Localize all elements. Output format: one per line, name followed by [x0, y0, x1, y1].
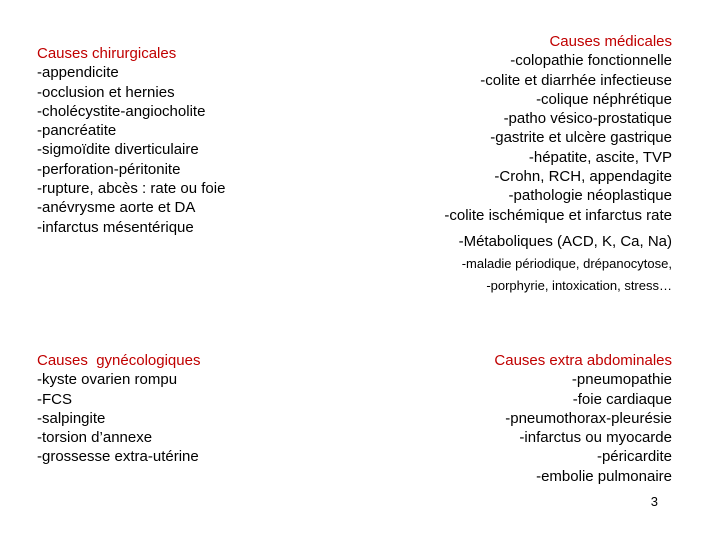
gynecological-causes-section	[37, 351, 200, 467]
gynecological-cause-item: -kyste ovarien rompu	[37, 371, 178, 389]
medical-causes-title: Causes médicales	[549, 33, 672, 50]
metabolic-causes-section	[459, 231, 672, 297]
gynecological-cause-item: -grossesse extra-utérine	[37, 448, 199, 466]
medical-cause-item: -colique néphrétique	[536, 90, 672, 108]
medical-cause-item: -colite ischémique et infarctus rate	[444, 206, 672, 224]
extra-abdominal-cause-item: -foie cardiaque	[572, 390, 672, 408]
extra-abdominal-cause-item: -infarctus ou myocarde	[519, 429, 672, 447]
surgical-causes-section	[37, 44, 225, 237]
medical-cause-item: -hépatite, ascite, TVP	[528, 148, 672, 166]
surgical-cause-item: -pancréatite	[37, 122, 117, 140]
page-number: 3	[650, 494, 658, 509]
surgical-cause-item: -cholécystite-angiocholite	[37, 102, 206, 120]
gynecological-causes-title: Causes gynécologiques	[37, 352, 201, 369]
extra-abdominal-cause-item: -péricardite	[596, 448, 672, 466]
surgical-causes-title: Causes chirurgicales	[37, 45, 177, 62]
medical-cause-item: -Crohn, RCH, appendagite	[494, 168, 672, 186]
medical-cause-item: -pathologie néoplastique	[508, 187, 672, 205]
surgical-cause-item: -rupture, abcès : rate ou foie	[37, 180, 226, 198]
metabolic-causes-title: -Métaboliques (ACD, K, Ca, Na)	[458, 233, 672, 250]
surgical-cause-item: -sigmoïdite diverticulaire	[37, 141, 199, 159]
extra-abdominal-causes-title: Causes extra abdominales	[494, 352, 672, 369]
extra-abdominal-cause-item: -embolie pulmonaire	[536, 467, 672, 485]
surgical-cause-item: -infarctus mésentérique	[37, 218, 194, 236]
medical-cause-item: -colopathie fonctionnelle	[510, 52, 672, 70]
gynecological-cause-item: -torsion d’annexe	[37, 429, 153, 447]
extra-abdominal-cause-item: -pneumothorax-pleurésie	[505, 409, 672, 427]
surgical-cause-item: -perforation-péritonite	[37, 160, 181, 178]
metabolic-cause-item: -maladie périodique, drépanocytose,	[461, 256, 672, 271]
gynecological-cause-item: -FCS	[37, 390, 72, 408]
surgical-cause-item: -occlusion et hernies	[37, 83, 175, 101]
metabolic-cause-item: -porphyrie, intoxication, stress…	[486, 278, 672, 293]
gynecological-cause-item: -salpingite	[37, 409, 106, 427]
surgical-cause-item: -appendicite	[37, 64, 119, 82]
medical-causes-section	[444, 32, 672, 225]
extra-abdominal-causes-section	[494, 351, 672, 486]
medical-cause-item: -colite et diarrhée infectieuse	[480, 71, 672, 89]
medical-cause-item: -patho vésico-prostatique	[503, 110, 672, 128]
medical-cause-item: -gastrite et ulcère gastrique	[490, 129, 672, 147]
extra-abdominal-cause-item: -pneumopathie	[571, 371, 672, 389]
surgical-cause-item: -anévrysme aorte et DA	[37, 199, 196, 217]
